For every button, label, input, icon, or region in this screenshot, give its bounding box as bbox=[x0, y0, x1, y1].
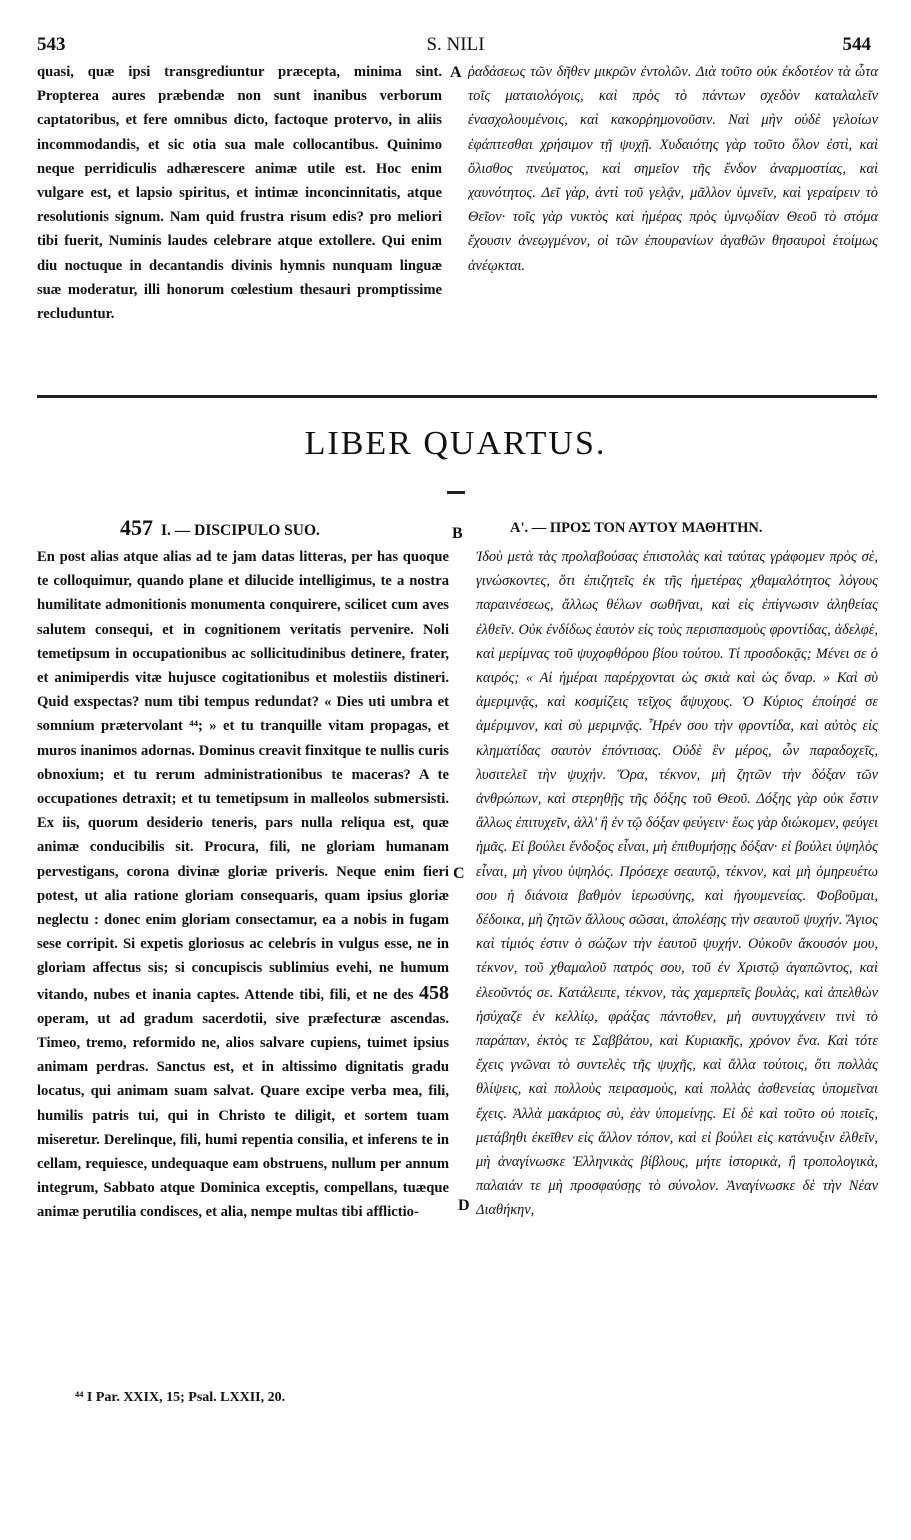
latin-column-main bbox=[37, 545, 449, 1375]
greek-column-top: ῥαδάσεως τῶν δῆθεν μικρῶν ἐντολῶν. Διὰ τοῦτο οὐκ ἐκδοτέον τὰ ὦτα τοῖς ματαιολόγοις, καὶ πρὸς τὸ πάντων σχεδὸν καταλαλεῖν ἐνασχολουμένοις, καὶ κακορῥημονοῦσιν. Ναὶ μὴν οὐδὲ γελοίων ἐφάπτεσθαι χρήσιμον τῇ ψυχῇ. Χυδαιότης γὰρ τοῦτο ὅλον ἐστὶ, καὶ ὄλισθος πνεύματος, καὶ σημεῖον τῆς ἔνδον ἀναρμοστίας, καὶ χαυνότητος. Δεῖ γὰρ, ἀντὶ τοῦ γελᾷν, μᾶλλον ὑμνεῖν, καὶ γεραίρειν τὸ Θεῖον· τοῖς γὰρ νυκτὸς καὶ ἡμέρας πρὸς ὑμνῳδίαν Θεοῦ τὸ στόμα ἔχουσιν ἀνεῳγμένον, οἱ τῶν ἐπουρανίων ἀγαθῶν θησαυροὶ ἑτοίμως ἀνέῳκται. bbox=[468, 64, 878, 274]
column-number: 457 bbox=[120, 515, 153, 540]
latin-heading: I. — DISCIPULO SUO. bbox=[161, 522, 320, 539]
margin-letter-d: D bbox=[458, 1197, 470, 1214]
latin-column-top: quasi, quæ ipsi transgrediuntur præcepta, minima sint. Propterea aures præbendæ non sunt inanibus verborum captatoribus, et fere omnibus dicto, factoque protervo, in aliis incommodandis, et sic otia sua male collocantibus. Quinimo neque perridiculis adhærescere animæ utile est. Hoc enim vulgare est, et lapsio spiritus, et intimæ inconcinnitatis, atque resolutionis signum. Nam quid frustra risum edis? pro meliori tibi fuerit, Numinis laudes celebrare atque extollere. Qui enim diu noctuque in decantandis divinis hymnis nunquam linguæ suæ moderatur, illi honorum cœlestium thesauri promptissime recluduntur. bbox=[37, 64, 442, 323]
chapter-heading-latin bbox=[120, 515, 320, 541]
title-dash bbox=[447, 491, 465, 494]
footnote: ⁴⁴ I Par. XXIX, 15; Psal. LXXII, 20. bbox=[75, 1390, 286, 1405]
inline-column-number: 458 bbox=[419, 981, 449, 1004]
book-title: LIBER QUARTUS. bbox=[304, 425, 607, 462]
greek-heading: Α'. — ΠΡΟΣ ΤΟΝ ΑΥΤΟΥ ΜΑΘΗΤΗΝ. bbox=[510, 520, 763, 536]
latin-text-part2: operam, ut ad gradum sacerdotii, sive præfecturæ ascendas. Timeo, tremo, reformido ne, alios salvare cupiens, tuimet ipsius animam perdras. Sanctus est, et in altissimo dignitatis gradu locatus, qui animam suam salvat. Quare excipe verba mea, fili, humilis patris tui, qui in Christo te diligit, et sortem tuam miseretur. Derelinque, fili, humi repentia consilia, et inferens te in cellam, requiesce, undequaque eam obstruens, nullum per annum integrum, Sabbato atque Dominica exceptis, compellans, tuæque animæ perutilia condisces, et alia, nempe multas tibi afflictio- bbox=[37, 1010, 449, 1221]
margin-letter-a: A bbox=[450, 64, 462, 81]
page-number-right: 544 bbox=[842, 34, 871, 55]
running-title: S. NILI bbox=[426, 34, 485, 55]
margin-letter-c: C bbox=[453, 865, 465, 882]
latin-text-part1: En post alias atque alias ad te jam datas litteras, per has quoque te colloquimur, quando plane et dilucide intelligimus, te a nostra humilitate admonitionis monumenta conquirere, scilicet cum aves salutem consequi, et in cognitionem veritatis pervenire. Noli temetipsum in occupationibus ac sollicitudinibus detinere, frater, et animiperdis vitæ hujusce cogitationibus et molestiis distineri. Quid exspectas? num tibi tempus redundat? « Dies uti umbra et somnium prætervolant ⁴⁴; » et tu tranquille vitam propagas, et muros inanimos adornas. Dominus creavit finxitque te nullis curis obnoxium; et tu rerum administrationibus te maceras? A te occupationes detraxit; et tu temetipsum in malleolos submersisti. Ex iis, quorum desiderio teneris, pars nulla reliqua est, quæ animæ conducibilis sit. Procura, fili, ne gloriam humanam pervestigans, corona divinæ gloriæ priveris. Neque enim fieri potest, ut alia ratione gloriam consequaris, quam ipsius gloriæ neglectu : donec enim gloriam consectamur, ea a nobis in fugam sese corripit. Si expetis gloriosus ac celebris in vulgus esse, ne in gloriam affectus sis; si concupiscis sublimius evehi, ne humum vitando, nubes et inania captes. Attende tibi, fili, et ne des bbox=[37, 549, 449, 1003]
page-number-left: 543 bbox=[37, 34, 66, 55]
margin-letter-b: B bbox=[452, 525, 463, 542]
section-rule bbox=[37, 395, 877, 398]
greek-column-main: Ἰδοὺ μετὰ τὰς προλαβούσας ἐπιστολὰς καὶ ταύτας γράφομεν πρὸς σὲ, γινώσκοντες, ὅτι ἐπιζητεῖς ἐκ τῆς ἡμετέρας χθαμαλότητος λόγους παραινέσεως, ἄλλως θέλων σωθῆναι, καὶ εἰς ἐπίγνωσιν ἀληθείας ἐλθεῖν. Οὐκ ἐνδίδως ἑαυτὸν εἰς τοὺς περισπασμοὺς φροντίδας, ἀδελφὲ, καὶ μερίμνας τοῦ ψυχοφθόρου βίου τούτου. Τί προσδοκᾷς; Μένει σε ὁ καιρός; « Αἱ ἡμέραι παρέρχονται ὡς σκιὰ καὶ ὡς ὄναρ. » Καὶ σὺ ἀμεριμνᾷς, καὶ κοσμίζεις τεῖχος ἄψυχους. Ὁ Κύριος ἐποίησέ σε ἀμέριμνον, καὶ σὺ μεριμνᾷς. Ἦρέν σου τὴν φροντίδα, καὶ αὐτὸς εἰς κληματίδας σαυτὸν ἐπόντισας. Οὐδὲ ἓν μέρος, ὧν παραδοχεῖς, λυσιτελεῖ τὴν ψυχήν. Ὅρα, τέκνον, μὴ ζητῶν τὴν δόξαν τῶν ἀνθρώπων, καὶ στερηθῇς τῆς δόξης τοῦ Θεοῦ. Δόξης γὰρ οὐκ ἔστιν ἄλλως ἐπιτυχεῖν, ἀλλ' ἢ ἐν τῷ δόξαν φεύγειν· ἕως γὰρ διώκομεν, φεύγει ἡμᾶς. Εἰ βούλει ἔνδοξος εἶναι, μὴ ἐπιθυμήσῃς δόξαν· εἰ βούλει ὑψηλὸς εἶναι, μὴ γίνου ὑψηλός. Πρόσεχε σεαυτῷ, τέκνον, καὶ μὴ ὁμηρευέτω σου ἡ διάνοια βαθμὸν ἱερωσύνης, καὶ ἡγουμενείας. Φοβοῦμαι, δέδοικα, μὴ ζητῶν ἄλλους σῶσαι, ἀπολέσῃς τὴν σεαυτοῦ ψυχήν. Ἅγιος καὶ τίμιός ἐστιν ὁ σώζων τὴν ἑαυτοῦ ψυχήν. Οὐκοῦν ἄκουσόν μου, τέκνον, τοῦ χθαμαλοῦ πατρός σου, τοῦ ἐν Χριστῷ ἀγαπῶντος, καὶ ἐλεοῦντός σε. Κατάλειπε, τέκνον, τὰς χαμερπεῖς βουλὰς, καὶ ἀπελθὼν ἡσύχαζε ἐν κελλίῳ, φράξας πάντοθεν, μὴ συντυγχάνειν τινὶ τὸ παράπαν, ἐκτὸς τε Σαββάτου, καὶ Κυριακῆς, χρόνον ἕνα. Καὶ τότε ἔχεις γνῶναι τὸ συντελὲς τῆς ψυχῆς, καὶ ἄλλα τούτοις, ὅτι πολλὰς θλίψεις, καὶ πολλοὺς πειρασμοὺς, καὶ πολλὰς ἀσθενείας ὑπομεῖναι ἔχεις. Ἀλλὰ μακάριος σὺ, ἐὰν ὑπομείνῃς. Εἰ δὲ καὶ τοῦτο οὐ ποιεῖς, μετάβηθι ἐκεῖθεν εἰς ἄλλον τόπον, καὶ εἰ βούλει εἰς κατάνυξιν ἐλθεῖν, μὴ ἀναγίνωσκε Ἑλληνικὰς βίβλους, μήτε ἱστορικὰ, ἢ τροπολογικὰ, παλαιάν τε μὴ προσφαύσῃς τὸ σύνολον. Ἀναγίνωσκε δὲ τὴν Νέαν Διαθήκην, bbox=[476, 549, 878, 1219]
